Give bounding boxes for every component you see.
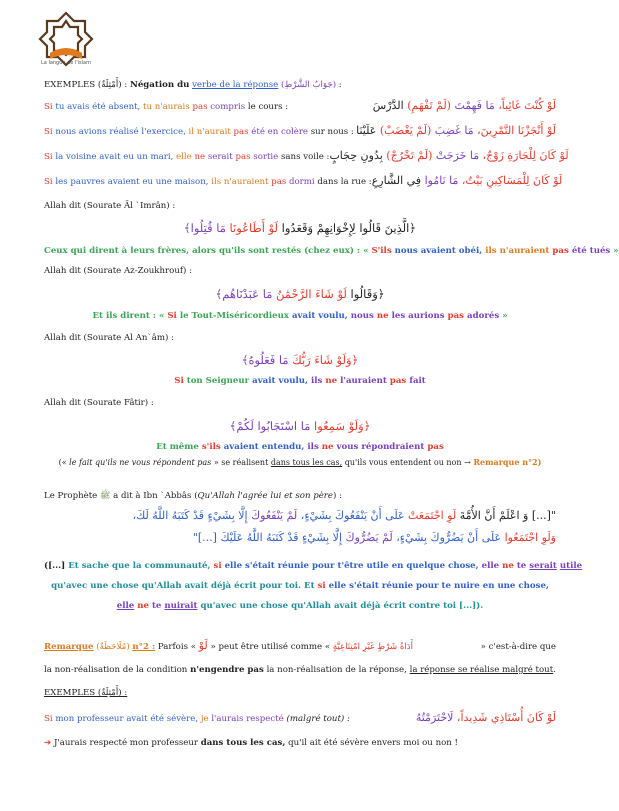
verse-translation: Et même s'ils avaient entendu, ils ne vous répondraient pas: [156, 442, 444, 452]
hadith-translation-line: qu'avec une chose qu'Allah avait déjà écrit pour toi. Et si elle s'était réunie pour te nuire en une chose,: [51, 581, 549, 591]
hadith-arabic-line: "[...] وَ اعْلَمْ أَنَّ الأُمَّةَ لَوِ اجْتَمَعَتْ عَلَى أَنْ يَنْفَعُوكَ بِشَيْءٍ، لَمْ يَنْفَعُوكَ إِلَّا بِشَيْءٍ قَدْ كَتَبَهُ اللَّهُ لَكَ،: [132, 509, 556, 522]
example-row: Si tu avais été absent, tu n'aurais pas compris le cours : لَوْ كُنْتَ غَائِباً، مَا فَهِمْتَ (لَمْ تَفْهَمِ) الدَّرْسَ: [44, 99, 556, 112]
remark-line: la non-réalisation de la condition n'engendre pas la non-réalisation de la réponse, la réponse se réalise malgré tout.: [44, 665, 556, 675]
salawat-seal-icon: ﷺ: [99, 491, 111, 501]
example-row: Si nous avions réalisé l'exercice, il n'aurait pas été en colère sur nous : لَوْ أَنْجَزْنَا التَّمْرِينَ، مَا غَضِبَ (لَمْ يَغْضَبْ) عَلَيْنَا: [44, 124, 556, 137]
verse-arabic: ﴿وَلَوْ سَمِعُوا مَا اسْتَجَابُوا لَكُمْ﴾: [229, 419, 371, 433]
remark-conclusion: ➔ J'aurais respecté mon professeur dans tous les cas, qu'il ait été sévère envers moi ou non !: [44, 738, 458, 748]
example-row: Si les pauvres avaient eu une maison, ils n'auraient pas dormi dans la rue : لَوْ كَانَ لِلْمَسَاكِينِ بَيْتٌ، مَا نَامُوا فِي الشَّارِعِ: [44, 174, 563, 187]
remark-line: Remarque (مُلَاحَظَةٌ) n°2 : Parfois « لَوْ » peut être utilisé comme « أَدَاةُ شَرْطٍ غَيْرِ امْتِنَاعِيَّةٍ » c'est-à-dire que: [44, 639, 556, 652]
verse-translation: Et ils dirent : « Si le Tout-Miséricordieux avait voulu, nous ne les aurions pas adorés »: [92, 311, 508, 321]
section-heading: EXEMPLES (أَمْثِلَةٌ) : Négation du verbe de la réponse (جَوَابُ الشَّرْطِ) :: [44, 80, 342, 90]
verse-intro: Allah dit (Sourate Fâtir) :: [44, 398, 154, 408]
verse-arabic: ﴿وَلَوْ شَاءَ رَبُّكَ مَا فَعَلُوهُ﴾: [241, 353, 359, 367]
verse-arabic: ﴿الَّذِينَ قَالُوا لِإِخْوَانِهِمْ وَقَعَدُوا لَوْ أَطَاعُونَا مَا قُتِلُوا﴾: [183, 221, 417, 235]
verse-note: (« le fait qu'ils ne vous répondent pas » se réalisent dans tous les cas, qu'ils vous entendent ou non → Remarque n°2): [58, 457, 542, 467]
verse-arabic: ﴿وَقَالُوا لَوْ شَاءَ الرَّحْمَٰنُ مَا عَبَدْنَاهُم﴾: [215, 287, 385, 301]
logo-caption: La langue de l'islam: [41, 60, 91, 66]
example-row: Si la voisine avait eu un mari, elle ne serait pas sortie sans voile : لَوْ كَانَ لِلْجَارَةِ زَوْجٌ، مَا خَرَجَتْ (لَمْ تَخْرُجْ) بِدُونِ حِجَابٍ: [44, 149, 569, 162]
verse-intro: Allah dit (Sourate Āl `Imrân) :: [44, 201, 176, 211]
verse-translation: Si ton Seigneur avait voulu, ils ne l'auraient pas fait: [174, 376, 426, 386]
remark-example-row: Si mon professeur avait été sévère, je l'aurais respecté (malgré tout) : لَوْ كَانَ أُسْتَاذِي شَدِيداً، لَاحْتَرَمْتُهُ: [44, 711, 556, 724]
hadith-translation-line: elle ne te nuirait qu'avec une chose qu'Allah avait déjà écrit contre toi [...]).: [116, 601, 484, 611]
remark-examples-heading: EXEMPLES (أَمْثِلَةٌ) :: [44, 688, 128, 698]
hadith-translation-line: ([...] Et sache que la communauté, si elle s'était réunie pour t'être utile en quelque chose, elle ne te serait utile: [44, 561, 583, 571]
hadith-intro: Le Prophète ﷺ a dit à Ibn `Abbâs (Qu'Allah l'agrée lui et son père) :: [44, 491, 342, 501]
arrow-right-icon: ➔: [44, 738, 52, 748]
verse-intro: Allah dit (Sourate Az-Zoukhrouf) :: [44, 266, 193, 276]
verse-intro: Allah dit (Sourate Al An`âm) :: [44, 333, 174, 343]
verse-translation: Ceux qui dirent à leurs frères, alors qu'ils sont restés (chez eux) : « S'ils nous avaient obéi, ils n'auraient pas été tués »: [44, 246, 619, 256]
hadith-arabic-line: وَلَوِ اجْتَمَعُوا عَلَى أَنْ يَضُرُّوكَ بِشَيْءٍ، لَمْ يَضُرُّوكَ إِلَّا بِشَيْءٍ قَدْ كَتَبَهُ اللَّهُ عَلَيْكَ [...]": [192, 531, 556, 544]
